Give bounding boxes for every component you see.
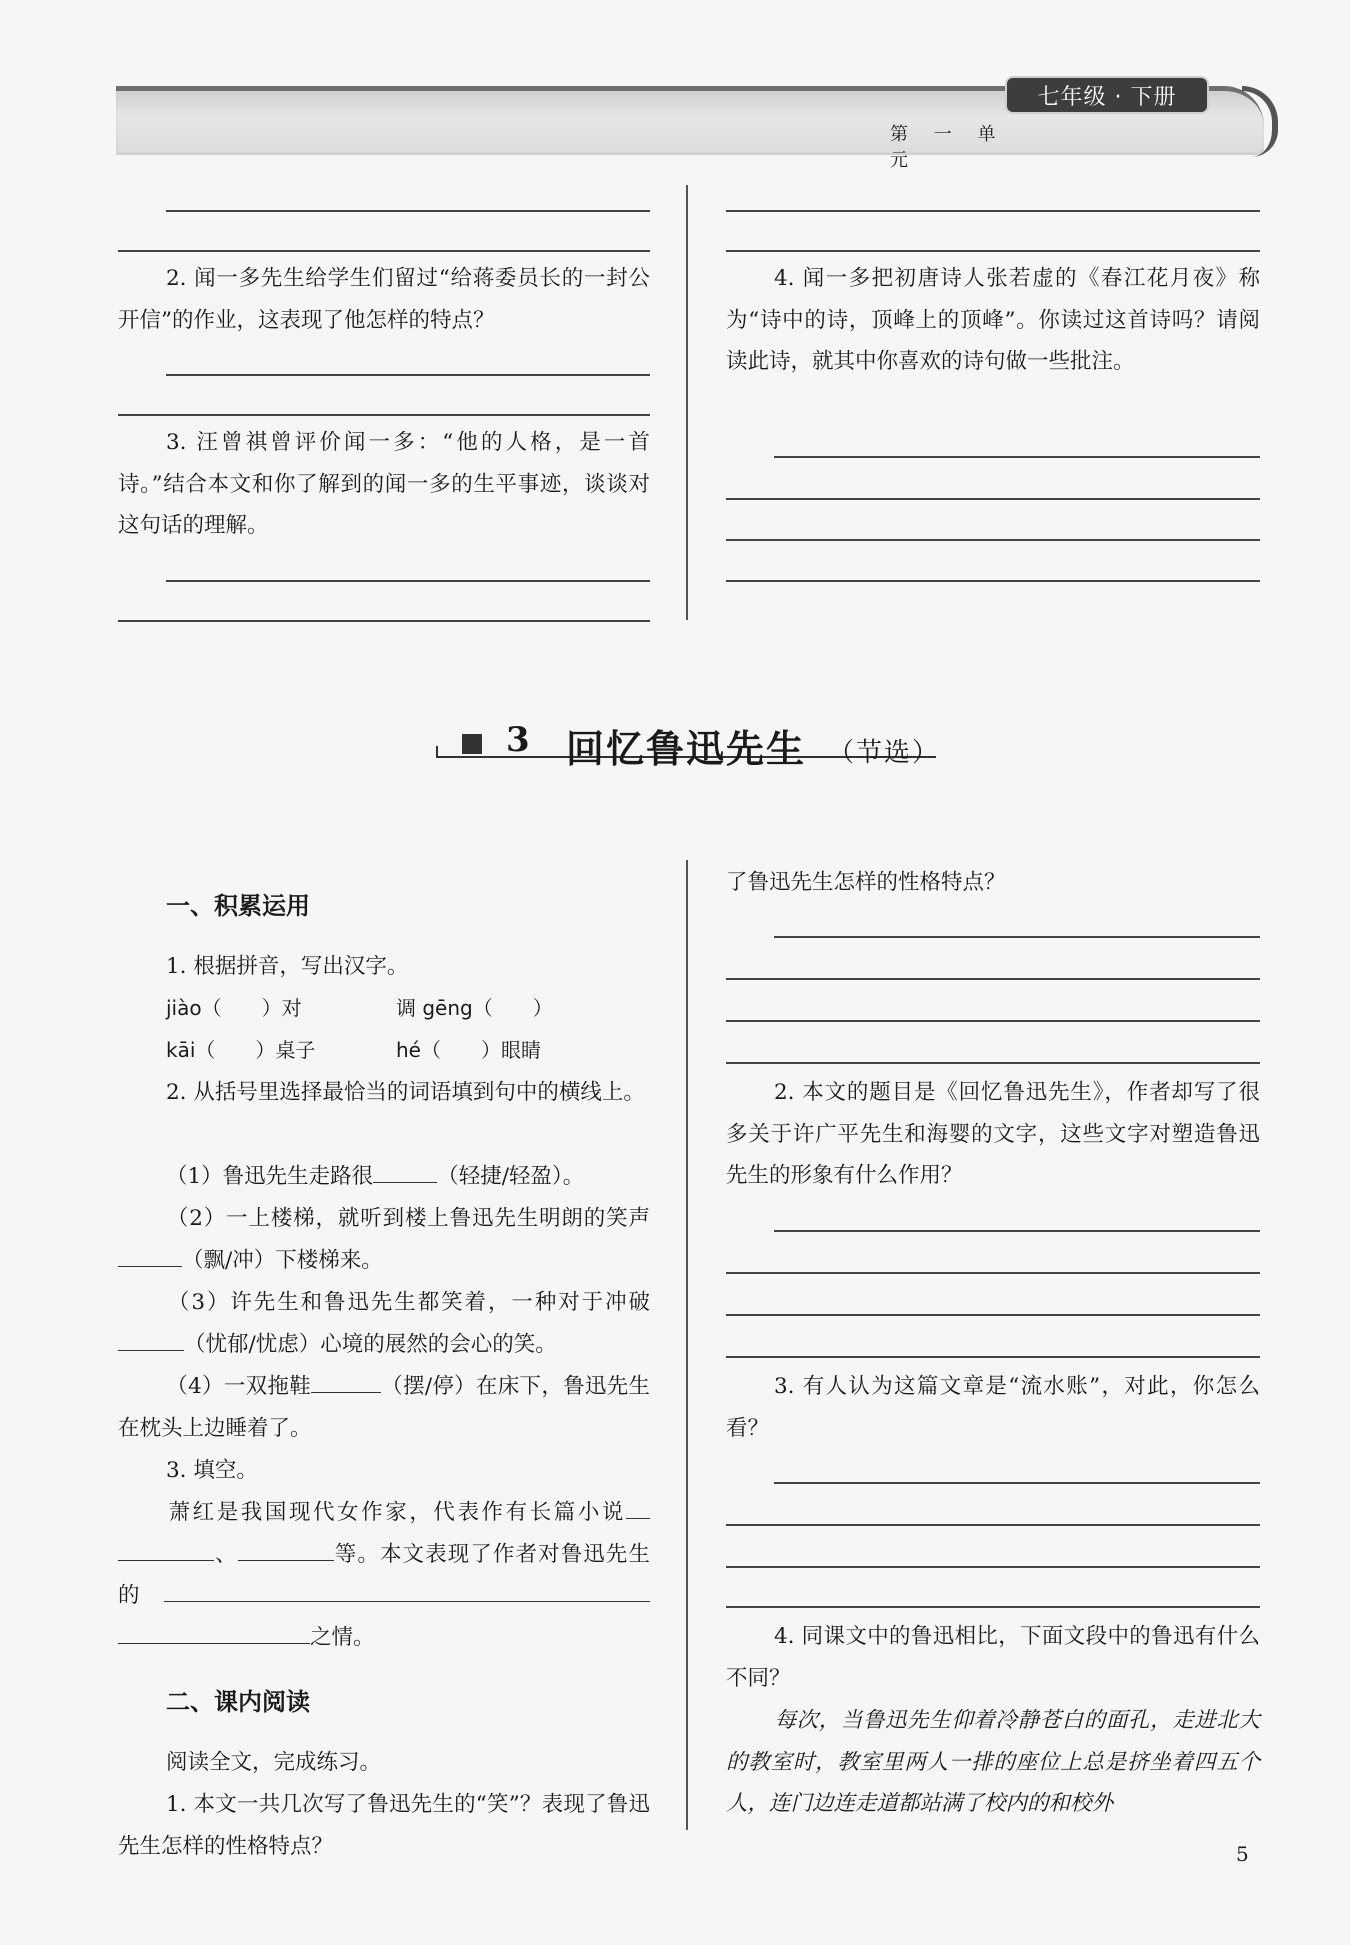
column-divider-lower: [686, 860, 688, 1830]
question-upper-q2: 2. 闻一多先生给学生们留过“给蒋委员长的一封公开信”的作业，这表现了他怎样的特点？: [118, 266, 650, 333]
exercise-3: 3. 填空。: [166, 1458, 258, 1483]
answer-line: [726, 1062, 1260, 1064]
blank[interactable]: [118, 1324, 184, 1351]
answer-line: [118, 414, 650, 416]
unit-label: 第 一 单 元: [890, 124, 1006, 171]
question-upper-q3: 3. 汪曾祺曾评价闻一多：“他的人格，是一首诗。”结合本文和你了解到的闻一多的生平事迹，谈谈对这句话的理解。: [118, 430, 650, 538]
lesson-title: [436, 720, 941, 771]
square-bullet-icon: [462, 734, 482, 754]
column-divider-upper: [686, 185, 688, 620]
lesson-name: 回忆鲁迅先生: [566, 726, 807, 771]
answer-line: [726, 539, 1260, 541]
lesson-number: 3: [506, 720, 530, 760]
blank[interactable]: [311, 1366, 381, 1393]
answer-line: [774, 936, 1260, 938]
blank[interactable]: [373, 1156, 437, 1183]
blank[interactable]: [626, 1492, 650, 1519]
answer-line: [166, 374, 650, 376]
grade-badge: 七年级 · 下册: [1005, 76, 1209, 114]
blank[interactable]: [238, 1534, 334, 1561]
sentence-1: （1）鲁迅先生走路很 （轻捷/轻盈）。: [118, 1156, 650, 1198]
answer-line: [726, 1606, 1260, 1608]
answer-line: [774, 1482, 1260, 1484]
answer-line: [726, 978, 1260, 980]
answer-line: [166, 210, 650, 212]
pinyin-row-1: jiào（ ）对 调 gēng（ ）: [166, 996, 553, 1020]
sentence-3: （3）许先生和鲁迅先生都笑着，一种对于冲破（忧郁/忧虑）心境的展然的会心的笑。: [118, 1282, 650, 1365]
blank[interactable]: [118, 1534, 214, 1561]
pinyin-row-2: kāi（ ）桌子 hé（ ）眼睛: [166, 1038, 541, 1062]
answer-line: [166, 580, 650, 582]
answer-line: [726, 1524, 1260, 1526]
reading-q4: 4. 同课文中的鲁迅相比，下面文段中的鲁迅有什么不同？: [726, 1624, 1260, 1691]
answer-line: [726, 498, 1260, 500]
reading-q3: 3. 有人认为这篇文章是“流水账”，对此，你怎么看？: [726, 1374, 1260, 1441]
page-number: 5: [1236, 1842, 1249, 1866]
sentence-4: （4）一双拖鞋 （摆/停）在床下，鲁迅先生在枕头上边睡着了。: [118, 1366, 650, 1449]
blank[interactable]: [118, 1617, 310, 1644]
header-edge-decoration: [1242, 86, 1278, 157]
section-title-accumulation: 一、积累运用: [166, 892, 310, 920]
reading-intro: 阅读全文，完成练习。: [166, 1750, 382, 1775]
answer-line: [774, 456, 1260, 458]
section-title-reading: 二、课内阅读: [166, 1688, 310, 1716]
answer-line: [726, 1272, 1260, 1274]
question-upper-q4: 4. 闻一多把初唐诗人张若虚的《春江花月夜》称为“诗中的诗，顶峰上的顶峰”。你读过这首诗吗？请阅读此诗，就其中你喜欢的诗句做一些批注。: [726, 266, 1260, 374]
answer-line: [726, 210, 1260, 212]
fill-in-paragraph: 萧红是我国现代女作家，代表作有长篇小说、 等。本文表现了作者对鲁迅先生的之情。: [118, 1492, 650, 1658]
exercise-1: 1. 根据拼音，写出汉字。: [166, 954, 409, 979]
sentence-2: （2）一上楼梯，就听到楼上鲁迅先生明朗的笑声（飘/冲）下楼梯来。: [118, 1198, 650, 1281]
blank[interactable]: [164, 1575, 650, 1602]
reading-q1-continued: 了鲁迅先生怎样的性格特点？: [726, 870, 1006, 895]
blank[interactable]: [118, 1240, 182, 1267]
answer-line: [774, 1230, 1260, 1232]
answer-line: [726, 1356, 1260, 1358]
reading-q2: 2. 本文的题目是《回忆鲁迅先生》，作者却写了很多关于许广平先生和海婴的文字，这些文字对塑造鲁迅先生的形象有什么作用？: [726, 1080, 1260, 1188]
reading-excerpt: 每次，当鲁迅先生仰着冷静苍白的面孔，走进北大的教室时，教室里两人一排的座位上总是挤坐着四五个人，连门边连走道都站满了校内的和校外: [726, 1708, 1260, 1816]
answer-line: [726, 580, 1260, 582]
lesson-subtitle: （节选）: [828, 738, 941, 768]
answer-line: [726, 250, 1260, 252]
answer-line: [118, 620, 650, 622]
answer-line: [726, 1020, 1260, 1022]
answer-line: [726, 1314, 1260, 1316]
reading-q1: 1. 本文一共几次写了鲁迅先生的“笑”？表现了鲁迅先生怎样的性格特点？: [118, 1792, 650, 1859]
exercise-2: 2. 从括号里选择最恰当的词语填到句中的横线上。: [166, 1080, 645, 1105]
answer-line: [118, 250, 650, 252]
answer-line: [726, 1566, 1260, 1568]
